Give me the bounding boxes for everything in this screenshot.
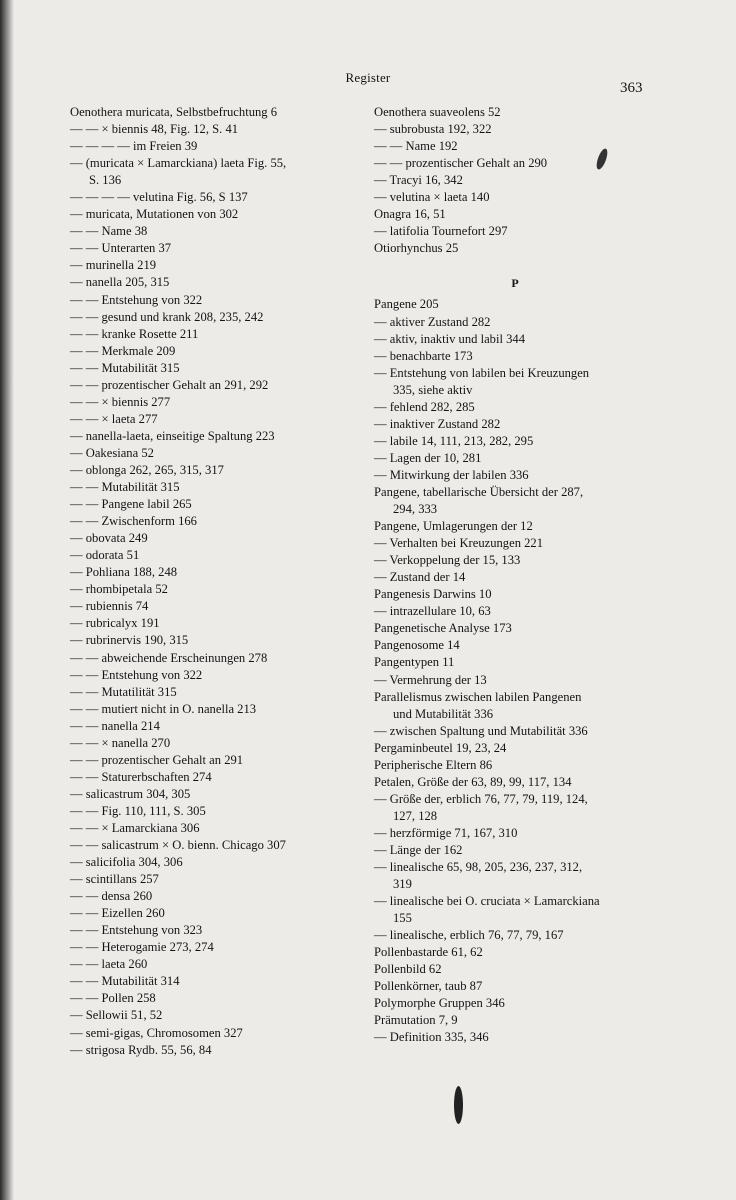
index-entry: — Sellowii 51, 52 [70,1008,163,1023]
index-entry: — inaktiver Zustand 282 [374,416,501,431]
index-entry: — rubricalyx 191 [70,616,160,631]
index-entry: Peripherische Eltern 86 [374,757,493,772]
index-entry: — — nanella 214 [70,718,160,733]
index-group-o [374,104,656,257]
index-entry: Pangene 205 [374,297,439,312]
index-entry: — — salicastrum × O. bienn. Chicago 307 [70,838,286,853]
index-entry: — nanella-laeta, einseitige Spaltung 223 [70,428,275,443]
index-entry: Pollenkörner, taub 87 [374,979,483,994]
index-entry: — Länge der 162 [374,842,463,857]
index-entry: Onagra 16, 51 [374,207,446,222]
index-column-left [70,104,362,1059]
index-entry: — — × nanella 270 [70,735,171,750]
index-entry: — — Staturerbschaften 274 [70,769,212,784]
index-entry: Prämutation 7, 9 [374,1013,458,1028]
index-entry: — — Name 192 [374,139,458,154]
index-entry: Pangenetische Analyse 173 [374,621,512,636]
index-entry: — velutina × laeta 140 [374,190,490,205]
index-entry: — — Mutabilität 315 [70,360,180,375]
index-entry: — herzförmige 71, 167, 310 [374,825,518,840]
index-entry: — — densa 260 [70,889,153,904]
index-entry: — — kranke Rosette 211 [70,326,199,341]
index-entry: — — prozentischer Gehalt an 291, 292 [70,377,269,392]
page-number: 363 [620,80,643,96]
index-entry: — — — — im Freien 39 [70,139,198,154]
index-entry: — scintillans 257 [70,872,159,887]
index-entry: — Oakesiana 52 [70,445,154,460]
index-entry: Pollenbastarde 61, 62 [374,945,483,960]
index-entry: Pangentypen 11 [374,655,455,670]
index-entry: — — × laeta 277 [70,411,158,426]
index-entry: — labile 14, 111, 213, 282, 295 [374,433,534,448]
index-entry: — — mutiert nicht in O. nanella 213 [70,701,257,716]
index-entry: — fehlend 282, 285 [374,399,475,414]
index-entry: — linealische, erblich 76, 77, 79, 167 [374,928,564,943]
index-entry: — Verkoppelung der 15, 133 [374,553,521,568]
index-entry: Oenothera muricata, Selbstbefruchtung 6 [70,105,278,119]
index-entry: — latifolia Tournefort 297 [374,224,508,239]
index-entry: Oenothera suaveolens 52 [374,105,501,119]
index-entry: — Vermehrung der 13 [374,672,487,687]
section-letter: P [511,276,519,291]
index-entry: — — Entstehung von 323 [70,923,203,938]
index-entry: — — Mutabilität 315 [70,480,180,495]
index-entry: — muricata, Mutationen von 302 [70,207,239,222]
index-entry: 335, siehe aktiv [393,382,473,397]
index-entry: — — × biennis 48, Fig. 12, S. 41 [70,122,239,137]
index-entry: — rubiennis 74 [70,599,149,614]
index-entry: 155 [393,911,412,926]
index-entry: — — Mutabilität 314 [70,974,180,989]
index-entry: — Tracyi 16, 342 [374,173,463,188]
index-entry: — — Entstehung von 322 [70,292,203,307]
index-entry: — zwischen Spaltung und Mutabilität 336 [374,723,588,738]
index-entry: — — laeta 260 [70,957,148,972]
index-entry: — (muricata × Lamarckiana) laeta Fig. 55, [70,156,287,171]
index-entry: — intrazellulare 10, 63 [374,604,491,619]
index-entry: — Größe der, erblich 76, 77, 79, 119, 124, [374,791,588,806]
index-entry: — Entstehung von labilen bei Kreuzungen [374,365,590,380]
index-entry: 127, 128 [393,808,438,823]
index-entry: — — abweichende Erscheinungen 278 [70,650,268,665]
index-entry: — Definition 335, 346 [374,1030,489,1045]
index-entry: — Lagen der 10, 281 [374,450,482,465]
index-entry: — Pohliana 188, 248 [70,565,178,580]
index-entry: 319 [393,877,412,892]
index-entry: — murinella 219 [70,258,157,273]
index-entry: — benachbarte 173 [374,348,473,363]
index-entry: — oblonga 262, 265, 315, 317 [70,462,224,477]
index-entry: — rhombipetala 52 [70,582,168,597]
index-entry: — Verhalten bei Kreuzungen 221 [374,536,544,551]
index-entry: und Mutabilität 336 [393,706,494,721]
index-entry: — — Heterogamie 273, 274 [70,940,214,955]
index-entry: — — prozentischer Gehalt an 290 [374,156,548,171]
index-entry: — — gesund und krank 208, 235, 242 [70,309,264,324]
index-entry: — linealische 65, 98, 205, 236, 237, 312, [374,860,583,875]
index-entry: — strigosa Rydb. 55, 56, 84 [70,1042,212,1057]
index-entry: — — prozentischer Gehalt an 291 [70,752,244,767]
index-entry: — semi-gigas, Chromosomen 327 [70,1025,243,1040]
index-entry: — — Eizellen 260 [70,906,165,921]
index-entry: — Mitwirkung der labilen 336 [374,467,529,482]
index-entry: — odorata 51 [70,548,140,563]
index-entry: Pangene, Umlagerungen der 12 [374,519,533,534]
index-entry: Pangenosome 14 [374,638,460,653]
index-entry: Pangene, tabellarische Übersicht der 287, [374,484,584,499]
index-entry: — — Merkmale 209 [70,343,176,358]
index-entry: — — × biennis 277 [70,394,171,409]
index-entry: — Zustand der 14 [374,570,466,585]
index-column-right [374,104,656,1047]
index-entry: — — Mutatilität 315 [70,684,177,699]
index-entry: Petalen, Größe der 63, 89, 99, 117, 134 [374,774,572,789]
index-entry: — obovata 249 [70,531,148,546]
index-entry: — salicifolia 304, 306 [70,855,183,870]
index-entry: — — — — velutina Fig. 56, S 137 [70,190,248,205]
running-header: Register [345,70,391,85]
index-entry: — — Entstehung von 322 [70,667,203,682]
index-entry: — — × Lamarckiana 306 [70,820,200,835]
index-entry: Pergaminbeutel 19, 23, 24 [374,740,507,755]
index-entry: — aktiv, inaktiv und labil 344 [374,331,525,346]
index-entry: — — Unterarten 37 [70,241,172,256]
index-group-p [374,296,656,1046]
index-entry: 294, 333 [393,502,438,517]
index-entry: — nanella 205, 315 [70,275,170,290]
index-entry: — rubrinervis 190, 315 [70,633,189,648]
index-entry: — — Pangene labil 265 [70,497,192,512]
index-entry: Polymorphe Gruppen 346 [374,996,505,1011]
index-entry: — salicastrum 304, 305 [70,786,191,801]
index-entry: — aktiver Zustand 282 [374,314,491,329]
index-entry: Otiorhynchus 25 [374,241,459,256]
ink-smudge [454,1086,463,1124]
index-entry: S. 136 [89,173,122,188]
index-entry: — — Name 38 [70,224,148,239]
index-entry: — — Fig. 110, 111, S. 305 [70,803,206,818]
index-entry: Pangenesis Darwins 10 [374,587,492,602]
index-entry: Pollenbild 62 [374,962,442,977]
index-entry: — — Zwischenform 166 [70,514,197,529]
index-entry: — subrobusta 192, 322 [374,122,492,137]
index-entry: Parallelismus zwischen labilen Pangenen [374,689,582,704]
index-entry: — — Pollen 258 [70,991,156,1006]
page-edge-shadow [0,0,14,1200]
index-entry: — linealische bei O. cruciata × Lamarckiana [374,894,600,909]
